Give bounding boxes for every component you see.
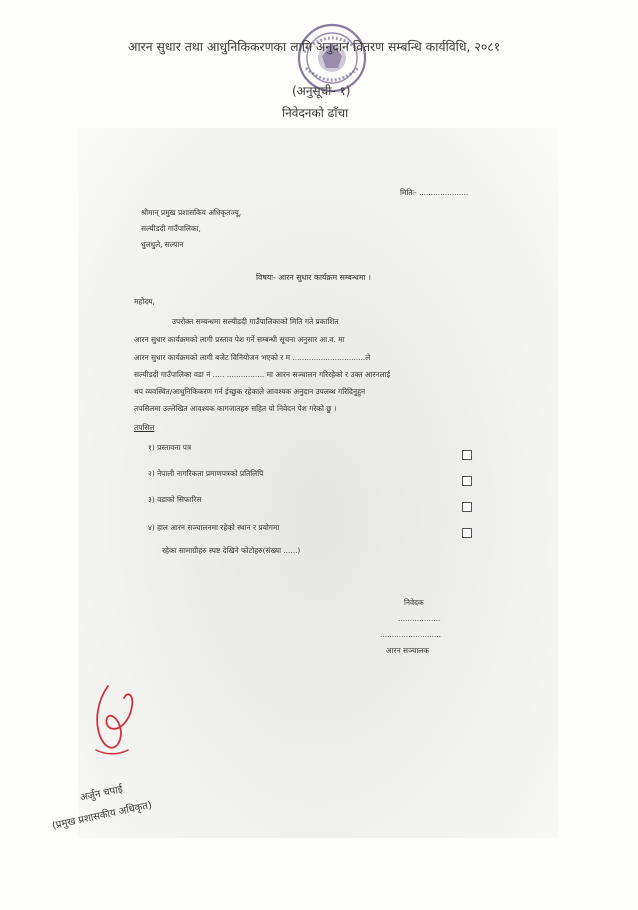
addressee-line-3: धुलधुले, सल्यान [141,240,184,249]
approver-designation: (प्रमुख प्रशासकीय अधिकृत) [51,799,153,832]
paragraph-line-5: थप व्यवस्थित/आधुनिकिकरण गर्न ईच्छुक रहेकाले आवश्यक अनुदान उपलब्ध गरिदिनुहुन [134,387,366,396]
attachment-item-2: २) नेपाली नागरिकता प्रमाणपत्रको प्रतिलिपि [148,469,264,478]
signature-line: .......................... [380,630,442,639]
attachment-item-3: ३) वडाको सिफारिस [148,495,202,504]
applicant-label: निवेदक [404,598,424,607]
approver-name: अर्जुन चपाई [79,784,124,804]
form-title: निवेदनको ढाँचा [282,106,349,120]
annex-label: (अनुसूची- १) [292,84,351,98]
attachment-checkbox-2[interactable] [462,476,472,486]
attachment-checkbox-4[interactable] [462,528,472,538]
handwritten-signature [90,680,140,762]
paragraph-line-2: आरन सुधार कार्यक्रमको लागी प्रस्ताव पेश गर्ने सम्बन्धी सूचना अनुसार आ.व. मा [134,335,345,344]
regulation-title: आरन सुधार तथा आधुनिकिकरणका लागि अनुदान वितरण सम्बन्धि कार्यविधि, २०८१ [128,39,501,54]
attachment-checkbox-1[interactable] [462,450,472,460]
date-field: मितिः- ..................... [400,188,469,197]
salutation: महोदय, [134,297,155,306]
paragraph-line-1: उपरोक्त सम्बन्धमा सल्यीडदी गाउँपालिकाको मिति गते प्रकाशित [172,317,339,326]
applicant-line: .................. [398,614,441,623]
subject-line: विषयः- आरन सुधार कार्यक्रम सम्बन्धमा । [256,273,371,282]
operator-label: आरन सञ्चालक [386,646,429,655]
scanned-form-area [78,128,558,838]
paragraph-line-4: सल्यीडदी गाउँपालिका वडा नं ..... ................ मा आरन सञ्चालन गरिरहेको र उक्त आरनलाई [134,370,391,379]
attachment-checkbox-3[interactable] [462,502,472,512]
attachments-heading: तपसिल [134,423,155,432]
attachment-item-4: ४) हाल आरन सञ्चालनमा रहेको स्थान र प्रयोगमा [148,523,280,532]
paragraph-line-3: आरन सुधार कार्यक्रमको लागी बजेट विनियोजन भएको र म ...............................ले [134,353,371,362]
addressee-line-1: श्रीमान् प्रमुख प्रशासकिय अधिकृतज्यू, [141,208,242,217]
addressee-line-2: सल्यीडदी गाउँपालिका, [141,224,201,233]
attachment-item-4-continuation: रहेका सामाग्रीहरु स्पष्ट देखिने फोटोहरु(संख्या ......) [162,546,301,555]
attachment-item-1: १) प्रस्तावना पत्र [148,443,192,452]
paragraph-line-6: तपसिलमा उल्लेखित आवश्यक कागजातहरु सहित यो निवेदन पेश गरेको छु । [134,404,337,413]
